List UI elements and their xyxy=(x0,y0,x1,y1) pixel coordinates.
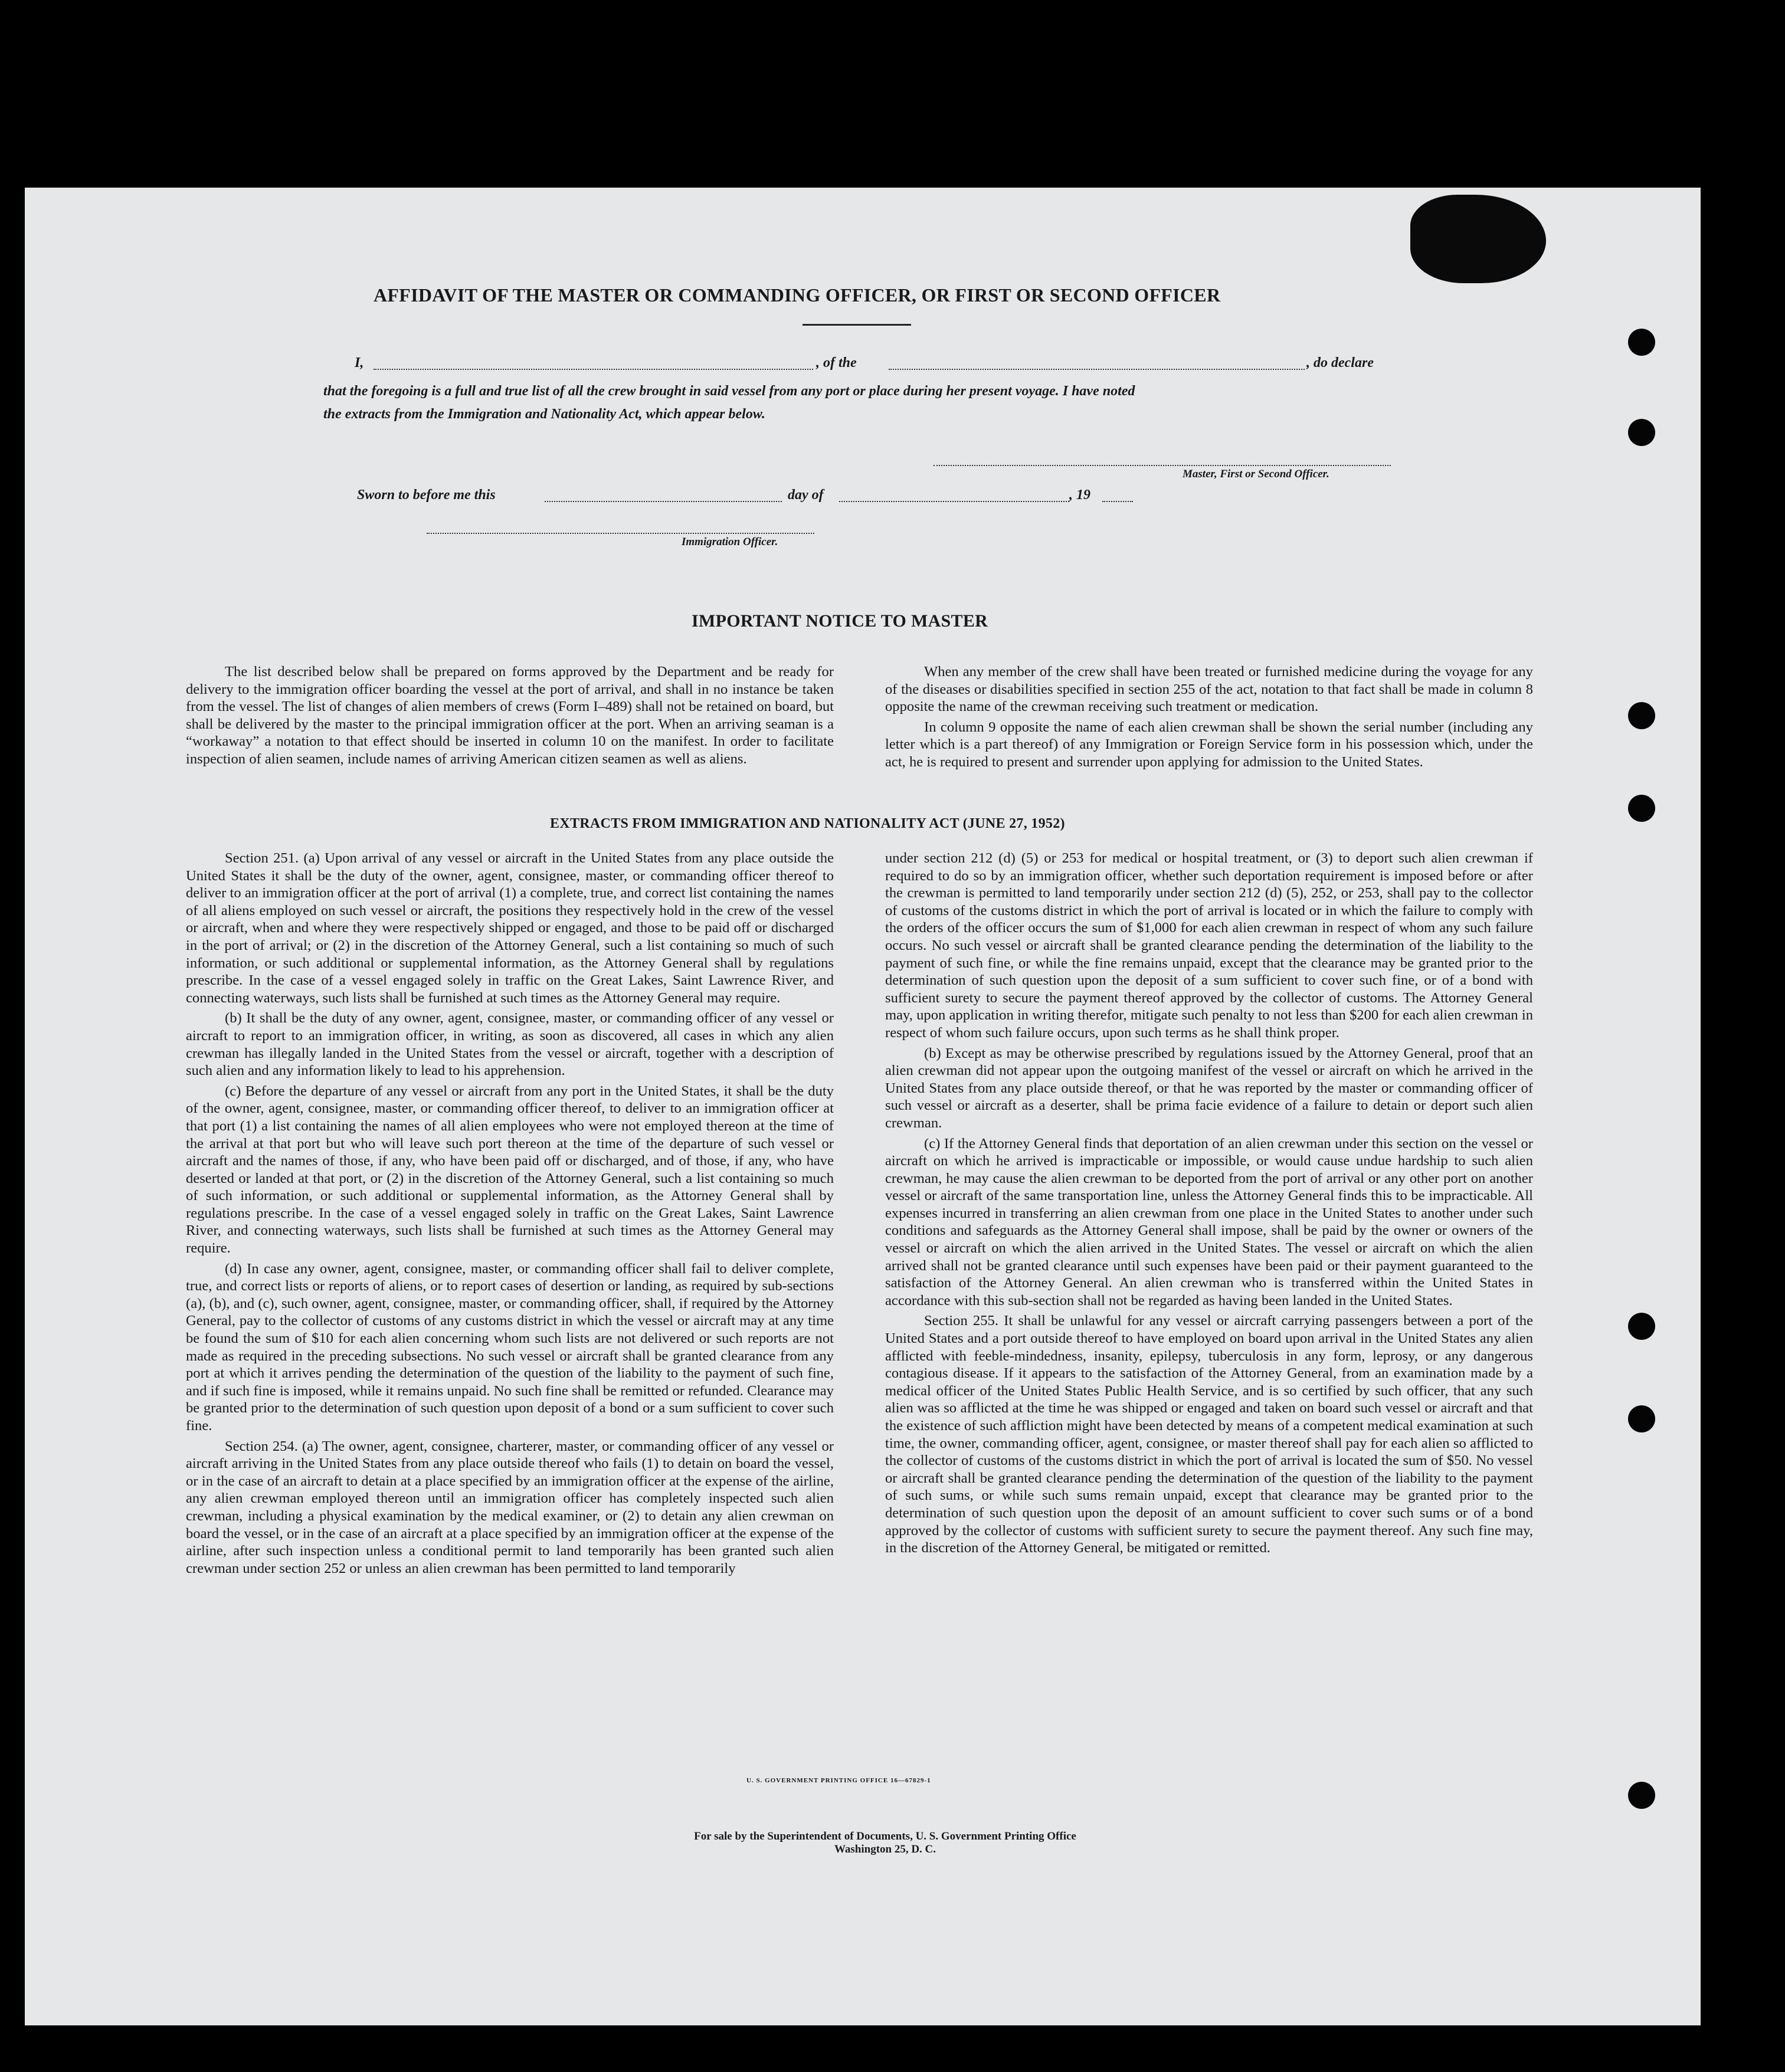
day-of-label: day of xyxy=(788,487,824,503)
sworn-day-field[interactable] xyxy=(545,501,782,502)
binder-hole xyxy=(1628,329,1655,356)
footer-line-2: Washington 25, D. C. xyxy=(834,1843,936,1855)
sworn-month-field[interactable] xyxy=(839,501,1069,502)
sworn-year-field[interactable] xyxy=(1102,501,1133,502)
affidavit-line-2: that the foregoing is a full and true list of all the crew brought in said vessel from any port or place during her present voyage. I have noted xyxy=(323,383,1135,399)
binder-hole xyxy=(1628,419,1655,446)
affidavit-title: AFFIDAVIT OF THE MASTER OR COMMANDING OFFICER, OR FIRST OR SECOND OFFICER xyxy=(374,284,1221,306)
notice-left-column xyxy=(186,663,834,771)
extracts-left-column xyxy=(186,850,834,1580)
affidavit-line-3: the extracts from the Immigration and Nationality Act, which appear below. xyxy=(323,406,765,422)
master-signature-label: Master, First or Second Officer. xyxy=(1183,468,1329,480)
notice-right-paragraph-2: In column 9 opposite the name of each alien crewman shall be shown the serial number (including any letter which is a part thereof) of any Immigration or Foreign Service form in his possession which, under the act, he is required to present and surrender upon applying for admission to the United States. xyxy=(885,719,1533,770)
extract-paragraph: Section 255. It shall be unlawful for any vessel or aircraft carrying passengers between a port of the United States and a port outside thereof to have employed on board upon arrival in the United States any alien afflicted with feeble-mindedness, insanity, epilepsy, tuberculosis in any form, leprosy, or any dangerous contagious disease. If it appears to the satisfaction of the Attorney General, from an examination made by a medical officer of the United States Public Health Service, and is so certified by such officer, that any such alien was so afflicted at the time he was shipped or engaged and taken on board such vessel or aircraft and that the existence of such affliction might have been detected by means of a competent medical examination at such time, the owner, commanding officer, agent, consignee, or master thereof shall pay for each alien so afflicted to the collector of customs of the customs district in which the port of arrival is located the sum of $50. No vessel or aircraft shall be granted clearance pending the determination of the question of the liability to the payment of such sums, or while such sums remain unpaid, except that clearance may be granted prior to the determination of such question upon the deposit of an amount sufficient to cover such sums or of a bond approved by the collector of customs with sufficient surety to secure the payment thereof. Any such fine may, in the discretion of the Attorney General, be mitigated or remitted. xyxy=(885,1313,1533,1556)
binder-hole xyxy=(1628,702,1655,729)
extract-paragraph: Section 254. (a) The owner, agent, consignee, charterer, master, or commanding officer of any vessel or aircraft arriving in the United States from any place outside thereof who fails (1) to detain on board the vessel, or in the case of an aircraft to detain at a place specified by an immigration officer at the expense of the airline, any alien crewman employed thereon until an immigration officer has completely inspected such alien crewman, including a physical examination by the medical examiner, or (2) to detain any alien crewman on board the vessel, or in the case of an aircraft at a place specified by an immigration officer at the expense of the airline, after such inspection unless a conditional permit to land temporarily has been granted such alien crewman under section 252 or unless an alien crewman has been permitted to land temporarily xyxy=(186,1438,834,1576)
extract-paragraph: under section 212 (d) (5) or 253 for medical or hospital treatment, or (3) to deport such alien crewman if required to do so by an immigration officer, whether such deportation requirement is imposed before or after the crewman is permitted to land temporarily under section 212 (d) (5), 252, or 253, shall pay to the collector of customs of the customs district in which the port of arrival is located or in which the failure to comply with the orders of the officer occurs the sum of $1,000 for each alien crewman in respect of whom any such failure occurs. No such vessel or aircraft shall be granted clearance pending the determination of the liability to the payment of such fine, or while the fine remains unpaid, except that the clearance may be granted prior to the determination of such question upon the deposit of a sum sufficient to cover such fine, or of a bond with sufficient surety to secure the payment thereof approved by the collector of customs. The Attorney General may, upon application in writing therefor, mitigate such penalty to not less than $200 for each alien crewman in respect of whom such failure occurs, upon such terms as he shall think proper. xyxy=(885,850,1533,1041)
officer-signature-field[interactable] xyxy=(427,533,814,534)
binder-hole xyxy=(1628,795,1655,822)
declarant-label: I, xyxy=(355,355,364,371)
notice-right-column xyxy=(885,663,1533,774)
torn-corner xyxy=(1410,195,1546,283)
title-rule xyxy=(803,324,911,326)
extract-paragraph: (d) In case any owner, agent, consignee, master, or commanding officer shall fail to deliver complete, true, and correct lists or reports of aliens, or to report cases of desertion or landing, as required by sub-sections (a), (b), and (c), such owner, agent, consignee, master, or commanding officer, shall, if required by the Attorney General, pay to the collector of customs of any customs district in which the vessel or aircraft may at any time be found the sum of $10 for each alien concerning whom such lists are not delivered or such reports are not made as required in the preceding subsections. No such vessel or aircraft shall be granted clearance from any port at which it arrives pending the determination of the question of the liability to the payment of such fine, and if such fine is imposed, while it remains unpaid. No such fine shall be remitted or refunded. Clearance may be granted prior to the determination of such question upon deposit of a bond or a sum sufficient to cover such fine. xyxy=(186,1260,834,1434)
extracts-title: EXTRACTS FROM IMMIGRATION AND NATIONALITY ACT (JUNE 27, 1952) xyxy=(550,816,1065,831)
master-signature-field[interactable] xyxy=(934,465,1391,466)
sworn-label: Sworn to before me this xyxy=(357,487,496,503)
extracts-right-column xyxy=(885,850,1533,1560)
declarant-name-field[interactable] xyxy=(374,369,813,370)
year-label: , 19 xyxy=(1069,487,1090,503)
notice-right-paragraph-1: When any member of the crew shall have been treated or furnished medicine during the voyage for any of the diseases or disabilities specified in section 255 of the act, notation to that fact shall be made in column 8 opposite the name of the crewman receiving such treatment or medication. xyxy=(885,664,1533,715)
printing-office-code: U. S. GOVERNMENT PRINTING OFFICE 16—67829-1 xyxy=(746,1777,931,1784)
binder-hole xyxy=(1628,1313,1655,1340)
extract-paragraph: (c) If the Attorney General finds that deportation of an alien crewman under this section on the vessel or aircraft on which he arrived is impracticable or impossible, or would cause undue hardship to such alien crewman, he may cause the alien crewman to be deported from the port of arrival or any other port on another vessel or aircraft of the same transportation line, unless the Attorney General finds this to be impracticable. All expenses incurred in transferring an alien crewman from one place in the United States to another under such conditions and safeguards as the Attorney General shall impose, shall be paid by the owner or owners of the vessel or aircraft on which the alien arrived in the United States. The vessel or aircraft on which the alien arrived shall not be granted clearance until such expenses have been paid or their payment guaranteed to the satisfaction of the Attorney General. An alien crewman who is transferred within the United States in accordance with this sub-section shall not be regarded as having been landed in the United States. xyxy=(885,1135,1533,1309)
binder-hole xyxy=(1628,1405,1655,1432)
extract-paragraph: Section 251. (a) Upon arrival of any vessel or aircraft in the United States from any place outside the United States it shall be the duty of the owner, agent, consignee, master, or commanding officer thereof to deliver to an immigration officer at the port of arrival (1) a complete, true, and correct list containing the names of all aliens employed on such vessel or aircraft, the positions they respectively hold in the crew of the vessel or aircraft, when and where they were respectively shipped or engaged, and those to be paid off or discharged in the port of arrival; or (2) in the discretion of the Attorney General, such a list containing so much of such information, or such additional or supplemental information, as the Attorney General shall by regulations prescribe. In the case of a vessel engaged solely in traffic on the Great Lakes, Saint Lawrence River, and connecting waterways, such lists shall be furnished at such times as the Attorney General may require. xyxy=(186,850,834,1006)
of-the-label: , of the xyxy=(816,355,857,371)
extract-paragraph: (b) Except as may be otherwise prescribed by regulations issued by the Attorney General, proof that an alien crewman did not appear upon the outgoing manifest of the vessel or aircraft on which he arrived in the United States from any place outside thereof, or that he was reported by the master or commanding officer of such vessel or aircraft as a deserter, shall be prima facie evidence of a failure to detain or deport such alien crewman. xyxy=(885,1045,1533,1131)
footer-line-1: For sale by the Superintendent of Documents, U. S. Government Printing Office xyxy=(694,1830,1076,1842)
declare-label: , do declare xyxy=(1306,355,1374,371)
vessel-name-field[interactable] xyxy=(889,369,1305,370)
binder-hole xyxy=(1628,1782,1655,1809)
extract-paragraph: (c) Before the departure of any vessel or aircraft from any port in the United States, it shall be the duty of the owner, agent, consignee, master, or commanding officer thereof, to deliver to an immigration officer at that port (1) a list containing the names of all alien employees who were not employed thereon at the time of the arrival at that port but who will leave such port thereon at the time of the departure of such vessel or aircraft and the names of those, if any, who have been paid off or discharged, and of those, if any, who have deserted or landed at that port, or (2) in the discretion of the Attorney General, such a list containing so much of such information, or such additional or supplemental information, as the Attorney General shall by regulations prescribe. In the case of a vessel engaged solely in traffic on the Great Lakes, Saint Lawrence River, and connecting waterways, such lists shall be furnished at such times as the Attorney General may require. xyxy=(186,1083,834,1257)
extract-paragraph: (b) It shall be the duty of any owner, agent, consignee, master, or commanding officer of any vessel or aircraft to report to an immigration officer, in writing, as soon as discovered, all cases in which any alien crewman has illegally landed in the United States from the vessel or aircraft, together with a description of such alien and any information likely to lead to his apprehension. xyxy=(186,1010,834,1079)
notice-left-paragraph: The list described below shall be prepared on forms approved by the Department and be ready for delivery to the immigration officer boarding the vessel at the port of arrival, and shall in no instance be taken from the vessel. The list of changes of alien members of crews (Form I–489) shall not be retained on board, but shall be delivered by the master to the principal immigration officer at the port. When an arriving seaman is a “workaway” a notation to that effect should be inserted in column 10 on the manifest. In order to facilitate inspection of alien seamen, include names of arriving American citizen seamen as well as aliens. xyxy=(186,664,834,767)
footer xyxy=(502,1830,1269,1856)
officer-signature-label: Immigration Officer. xyxy=(682,536,778,548)
notice-title: IMPORTANT NOTICE TO MASTER xyxy=(692,611,988,631)
